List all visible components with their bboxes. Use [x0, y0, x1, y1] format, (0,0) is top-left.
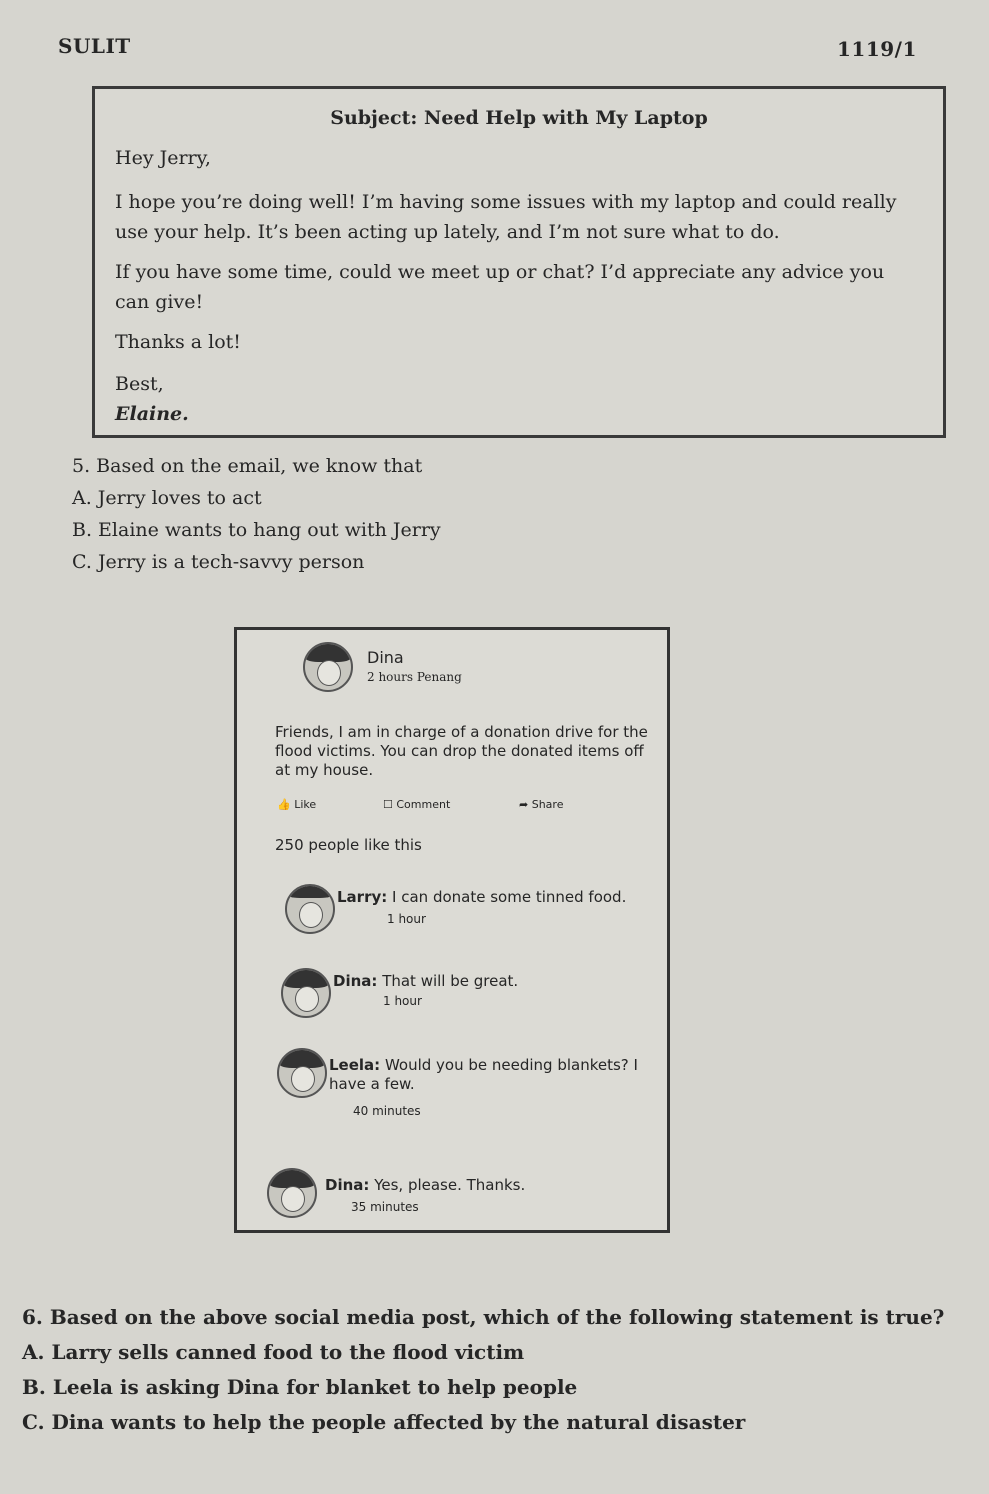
like-label: Like: [294, 798, 317, 811]
comment-dina: [325, 1176, 525, 1195]
like-action[interactable]: [277, 798, 316, 811]
question-5-option-c: C. Jerry is a tech-savvy person: [72, 551, 365, 573]
email-subject: Subject: Need Help with My Laptop: [330, 107, 708, 129]
thumbs-up-icon: 👍: [277, 798, 291, 811]
comment-author: Larry:: [337, 888, 388, 906]
share-label: Share: [531, 798, 564, 811]
dina-avatar: [281, 968, 331, 1018]
comment-leela: [329, 1056, 649, 1094]
email-paragraph-2: If you have some time, could we meet up or chat? I’d appreciate any advice you can give!: [115, 261, 885, 313]
leela-avatar: [277, 1048, 327, 1098]
comment-author: Dina:: [325, 1176, 370, 1194]
comment-time: 1 hour: [387, 912, 426, 926]
comment-time: 1 hour: [383, 994, 422, 1008]
comment-larry: [337, 888, 626, 907]
comment-text: Yes, please. Thanks.: [374, 1176, 526, 1194]
header-paper-code: 1119/1: [837, 37, 917, 61]
share-action[interactable]: [519, 798, 563, 811]
question-6-option-a: A. Larry sells canned food to the flood victim: [22, 1340, 525, 1364]
email-signature: Elaine.: [115, 403, 189, 425]
question-6-option-c: C. Dina wants to help the people affected by the natural disaster: [22, 1410, 746, 1434]
question-5-option-a: A. Jerry loves to act: [72, 487, 262, 509]
comment-label: Comment: [396, 798, 451, 811]
comment-text: Would you be needing blankets? I have a few.: [329, 1056, 638, 1093]
dina-avatar: [267, 1168, 317, 1218]
email-greeting: Hey Jerry,: [115, 147, 211, 169]
comment-action[interactable]: [383, 798, 450, 811]
email-paragraph-1: I hope you’re doing well! I’m having some issues with my laptop and could really use your help. It’s been acting up lately, and I’m not sure what to do.: [115, 191, 897, 243]
post-text: Friends, I am in charge of a donation drive for the flood victims. You can drop the donated items off at my house.: [275, 723, 648, 779]
email-closing: Best,: [115, 373, 164, 395]
share-icon: ➦: [519, 798, 529, 811]
post-meta: 2 hours Penang: [367, 670, 462, 684]
dina-avatar: [303, 642, 353, 692]
email-thanks: Thanks a lot!: [115, 331, 241, 353]
comment-dina: [333, 972, 518, 991]
post-author: Dina: [367, 648, 404, 667]
larry-avatar: [285, 884, 335, 934]
question-5-stem: 5. Based on the email, we know that: [72, 455, 423, 477]
comment-author: Dina:: [333, 972, 378, 990]
email-box: [92, 86, 946, 438]
question-6-option-b: B. Leela is asking Dina for blanket to help people: [22, 1375, 578, 1399]
question-6-stem: 6. Based on the above social media post, which of the following statement is true?: [22, 1305, 945, 1329]
comment-time: 40 minutes: [353, 1104, 421, 1118]
question-6: [22, 1300, 944, 1440]
comment-text: I can donate some tinned food.: [392, 888, 627, 906]
question-5-option-b: B. Elaine wants to hang out with Jerry: [72, 519, 441, 541]
comment-icon: ☐: [383, 798, 393, 811]
social-media-post: [234, 627, 670, 1233]
post-likes: 250 people like this: [275, 836, 422, 854]
question-5: [72, 450, 441, 578]
header-sulit: SULIT: [58, 34, 131, 58]
comment-text: That will be great.: [382, 972, 519, 990]
comment-time: 35 minutes: [351, 1200, 419, 1214]
comment-author: Leela:: [329, 1056, 381, 1074]
